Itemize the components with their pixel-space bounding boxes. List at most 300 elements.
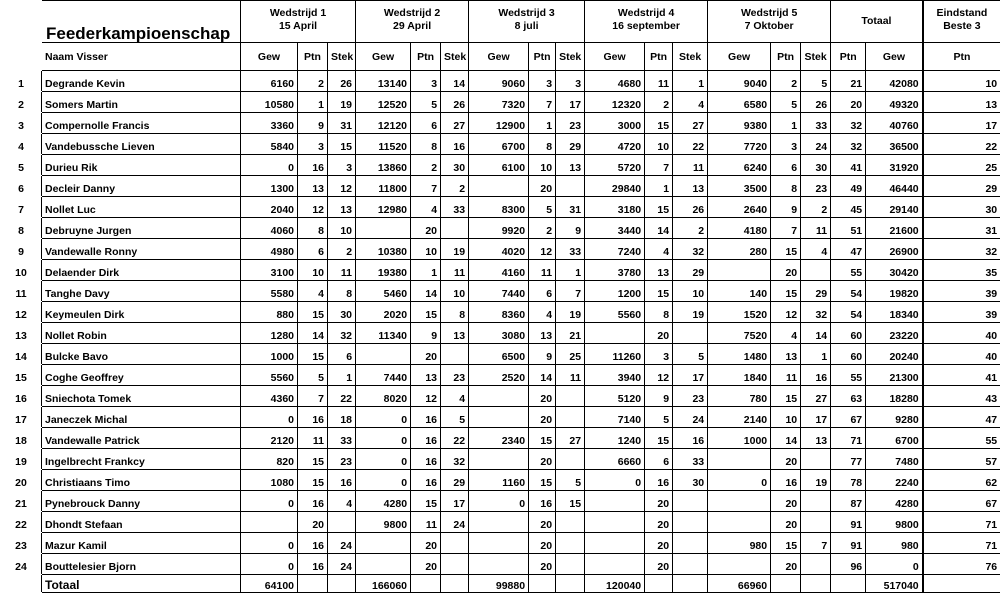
match-5-gew-cell [708, 554, 771, 575]
match-4-stek-cell: 13 [673, 176, 708, 197]
match-2-stek-cell: 16 [441, 134, 469, 155]
rank-cell: 7 [1, 197, 42, 218]
match-2-stek-cell: 10 [441, 281, 469, 302]
match-1-gew-cell: 0 [241, 533, 298, 554]
match-1-ptn-cell: 6 [298, 239, 328, 260]
match-5-stek-cell: 13 [801, 428, 831, 449]
table-row [1, 449, 1000, 470]
match-3-gew-cell: 6100 [469, 155, 529, 176]
col-header-stek: Stek [801, 43, 831, 71]
match-name: Wedstrijd 5 [740, 7, 798, 19]
rank-cell: 15 [1, 365, 42, 386]
match-2-gew-cell: 0 [356, 407, 411, 428]
totaal-gew-cell: 23220 [866, 323, 923, 344]
match-header-2 [356, 1, 469, 43]
match-3-stek-cell [556, 386, 585, 407]
totaal-gew-cell: 20240 [866, 344, 923, 365]
col-header-stek: Stek [556, 43, 585, 71]
table-row [1, 239, 1000, 260]
col-header-ptn: Ptn [645, 43, 673, 71]
match-2-stek-cell: 33 [441, 197, 469, 218]
match-3-ptn-cell: 20 [529, 554, 556, 575]
match-5-gew-cell: 1840 [708, 365, 771, 386]
eindstand-ptn-cell: 39 [923, 281, 1000, 302]
match-5-ptn-cell: 7 [771, 218, 801, 239]
match-2-gew-cell: 13860 [356, 155, 411, 176]
match-date: 8 juli [514, 20, 539, 32]
totaal-ptn-cell: 67 [831, 407, 866, 428]
match-2-stek-cell [441, 554, 469, 575]
match-2-gew-cell [356, 344, 411, 365]
match-4-stek-cell: 30 [673, 470, 708, 491]
match-date: 16 september [612, 20, 680, 32]
match-name: Wedstrijd 1 [269, 7, 327, 19]
match-5-ptn-cell: 15 [771, 239, 801, 260]
match-1-ptn-cell: 9 [298, 113, 328, 134]
match-5-gew-cell: 1520 [708, 302, 771, 323]
angler-name-cell: Vandebussche Lieven [42, 134, 241, 155]
match-1-gew-cell: 5560 [241, 365, 298, 386]
totals-cell [441, 575, 469, 593]
angler-name-cell: Sniechota Tomek [42, 386, 241, 407]
match-2-ptn-cell: 1 [411, 260, 441, 281]
match-5-gew-cell: 980 [708, 533, 771, 554]
match-1-stek-cell: 10 [328, 218, 356, 239]
match-1-stek-cell: 22 [328, 386, 356, 407]
match-4-ptn-cell: 3 [645, 344, 673, 365]
match-2-stek-cell: 17 [441, 491, 469, 512]
blank-cell [1, 575, 42, 593]
match-1-gew-cell: 6160 [241, 71, 298, 92]
match-1-gew-cell: 5840 [241, 134, 298, 155]
match-3-ptn-cell: 20 [529, 176, 556, 197]
totaal-gew-cell: 29140 [866, 197, 923, 218]
match-1-ptn-cell: 3 [298, 134, 328, 155]
match-5-stek-cell: 14 [801, 323, 831, 344]
match-3-stek-cell: 5 [556, 470, 585, 491]
match-3-ptn-cell: 7 [529, 92, 556, 113]
match-3-ptn-cell: 13 [529, 323, 556, 344]
eindstand-ptn-cell: 62 [923, 470, 1000, 491]
eindstand-ptn-cell: 40 [923, 323, 1000, 344]
match-3-gew-cell: 3080 [469, 323, 529, 344]
match-5-gew-cell: 0 [708, 470, 771, 491]
match-1-ptn-cell: 12 [298, 197, 328, 218]
table-row [1, 491, 1000, 512]
match-5-stek-cell: 4 [801, 239, 831, 260]
match-1-ptn-cell: 16 [298, 554, 328, 575]
totaal-gew-cell: 49320 [866, 92, 923, 113]
match-1-stek-cell: 8 [328, 281, 356, 302]
totaal-gew-cell: 18280 [866, 386, 923, 407]
match-3-stek-cell [556, 176, 585, 197]
rank-cell: 24 [1, 554, 42, 575]
totals-cell: 99880 [469, 575, 529, 593]
match-5-stek-cell: 7 [801, 533, 831, 554]
totals-cell [298, 575, 328, 593]
eindstand-ptn-cell: 10 [923, 71, 1000, 92]
match-2-stek-cell: 29 [441, 470, 469, 491]
totaal-gew-cell: 9800 [866, 512, 923, 533]
match-3-ptn-cell: 8 [529, 134, 556, 155]
table-row [1, 155, 1000, 176]
match-1-ptn-cell: 1 [298, 92, 328, 113]
match-1-ptn-cell: 15 [298, 470, 328, 491]
eindstand-ptn-cell: 30 [923, 197, 1000, 218]
angler-name-cell: Durieu Rik [42, 155, 241, 176]
match-2-gew-cell: 11520 [356, 134, 411, 155]
totaal-gew-cell: 4280 [866, 491, 923, 512]
match-2-ptn-cell: 16 [411, 470, 441, 491]
match-2-stek-cell: 22 [441, 428, 469, 449]
match-4-gew-cell: 4720 [585, 134, 645, 155]
match-1-ptn-cell: 5 [298, 365, 328, 386]
eindstand-ptn-cell: 39 [923, 302, 1000, 323]
match-4-ptn-cell: 15 [645, 428, 673, 449]
match-5-gew-cell: 6580 [708, 92, 771, 113]
totaal-ptn-cell: 32 [831, 134, 866, 155]
match-5-ptn-cell: 11 [771, 365, 801, 386]
rank-cell: 19 [1, 449, 42, 470]
angler-name-cell: Bouttelesier Bjorn [42, 554, 241, 575]
match-1-stek-cell: 24 [328, 533, 356, 554]
match-3-ptn-cell: 20 [529, 407, 556, 428]
match-3-stek-cell: 25 [556, 344, 585, 365]
match-4-gew-cell [585, 554, 645, 575]
rank-cell: 12 [1, 302, 42, 323]
match-3-stek-cell: 9 [556, 218, 585, 239]
angler-name-cell: Janeczek Michal [42, 407, 241, 428]
match-3-stek-cell: 29 [556, 134, 585, 155]
match-2-ptn-cell: 2 [411, 155, 441, 176]
match-4-gew-cell: 4680 [585, 71, 645, 92]
match-2-ptn-cell: 20 [411, 554, 441, 575]
match-3-gew-cell [469, 386, 529, 407]
match-3-stek-cell [556, 554, 585, 575]
match-date: 29 April [392, 20, 432, 32]
totals-cell [529, 575, 556, 593]
col-header-gew: Gew [585, 43, 645, 71]
match-4-stek-cell: 24 [673, 407, 708, 428]
match-1-ptn-cell: 16 [298, 155, 328, 176]
page-title: Feederkampioenschap [42, 1, 241, 43]
match-5-stek-cell: 33 [801, 113, 831, 134]
match-5-ptn-cell: 20 [771, 449, 801, 470]
match-5-ptn-cell: 13 [771, 344, 801, 365]
match-1-ptn-cell: 15 [298, 302, 328, 323]
match-3-ptn-cell: 14 [529, 365, 556, 386]
match-4-stek-cell [673, 533, 708, 554]
match-4-stek-cell: 4 [673, 92, 708, 113]
totaal-ptn-cell: 60 [831, 344, 866, 365]
eindstand-ptn-cell: 17 [923, 113, 1000, 134]
match-4-ptn-cell: 20 [645, 323, 673, 344]
table-row [1, 176, 1000, 197]
totaal-ptn-cell: 63 [831, 386, 866, 407]
match-3-ptn-cell: 15 [529, 428, 556, 449]
totaal-gew-cell: 6700 [866, 428, 923, 449]
header-row-columns [1, 43, 1000, 71]
match-4-stek-cell: 27 [673, 113, 708, 134]
match-2-gew-cell [356, 218, 411, 239]
match-3-ptn-cell: 3 [529, 71, 556, 92]
match-4-gew-cell: 5720 [585, 155, 645, 176]
match-4-stek-cell: 26 [673, 197, 708, 218]
match-1-gew-cell: 3360 [241, 113, 298, 134]
match-4-ptn-cell: 15 [645, 197, 673, 218]
rank-cell: 14 [1, 344, 42, 365]
match-3-stek-cell [556, 533, 585, 554]
rank-cell: 13 [1, 323, 42, 344]
table-row [1, 512, 1000, 533]
match-5-ptn-cell: 2 [771, 71, 801, 92]
match-1-gew-cell: 0 [241, 554, 298, 575]
angler-name-cell: Christiaans Timo [42, 470, 241, 491]
match-2-gew-cell [356, 554, 411, 575]
totaal-ptn-cell: 20 [831, 92, 866, 113]
match-1-ptn-cell: 4 [298, 281, 328, 302]
totals-cell: 64100 [241, 575, 298, 593]
totaal-gew-cell: 46440 [866, 176, 923, 197]
match-4-ptn-cell: 7 [645, 155, 673, 176]
match-1-gew-cell: 880 [241, 302, 298, 323]
totaal-ptn-cell: 91 [831, 512, 866, 533]
match-4-ptn-cell: 20 [645, 533, 673, 554]
col-header-gew: Gew [469, 43, 529, 71]
match-2-ptn-cell: 12 [411, 386, 441, 407]
match-2-stek-cell: 19 [441, 239, 469, 260]
totaal-header: Totaal [831, 1, 923, 43]
match-2-ptn-cell: 7 [411, 176, 441, 197]
match-3-ptn-cell: 5 [529, 197, 556, 218]
match-2-ptn-cell: 9 [411, 323, 441, 344]
match-4-gew-cell: 3180 [585, 197, 645, 218]
match-5-gew-cell: 1480 [708, 344, 771, 365]
table-row [1, 260, 1000, 281]
angler-name-cell: Dhondt Stefaan [42, 512, 241, 533]
col-header-stek: Stek [441, 43, 469, 71]
match-5-gew-cell: 9040 [708, 71, 771, 92]
match-4-stek-cell: 22 [673, 134, 708, 155]
eindstand-ptn-cell: 29 [923, 176, 1000, 197]
match-3-ptn-cell: 16 [529, 491, 556, 512]
match-4-ptn-cell: 10 [645, 134, 673, 155]
match-4-gew-cell: 7240 [585, 239, 645, 260]
angler-name-cell: Bulcke Bavo [42, 344, 241, 365]
match-5-stek-cell: 32 [801, 302, 831, 323]
match-1-stek-cell: 3 [328, 155, 356, 176]
match-3-stek-cell: 3 [556, 71, 585, 92]
match-name: Wedstrijd 3 [498, 7, 555, 19]
match-3-stek-cell: 23 [556, 113, 585, 134]
match-3-ptn-cell: 11 [529, 260, 556, 281]
totals-cell [771, 575, 801, 593]
totaal-gew-cell: 21600 [866, 218, 923, 239]
match-date: 7 Oktober [744, 20, 794, 32]
match-5-gew-cell: 3500 [708, 176, 771, 197]
totaal-ptn-cell: 54 [831, 302, 866, 323]
match-2-ptn-cell: 20 [411, 344, 441, 365]
angler-name-cell: Vandewalle Patrick [42, 428, 241, 449]
match-3-gew-cell: 9060 [469, 71, 529, 92]
totals-cell [923, 575, 1000, 593]
rank-cell: 21 [1, 491, 42, 512]
match-1-stek-cell: 16 [328, 470, 356, 491]
match-3-ptn-cell: 20 [529, 386, 556, 407]
match-5-ptn-cell: 6 [771, 155, 801, 176]
match-2-stek-cell: 13 [441, 323, 469, 344]
match-2-gew-cell: 0 [356, 470, 411, 491]
match-5-stek-cell: 30 [801, 155, 831, 176]
eindstand-ptn-cell: 41 [923, 365, 1000, 386]
totaal-ptn-cell: 51 [831, 218, 866, 239]
angler-name-cell: Vandewalle Ronny [42, 239, 241, 260]
match-2-stek-cell: 23 [441, 365, 469, 386]
match-1-stek-cell: 33 [328, 428, 356, 449]
match-1-ptn-cell: 16 [298, 533, 328, 554]
table-row [1, 344, 1000, 365]
match-4-gew-cell: 1240 [585, 428, 645, 449]
match-4-gew-cell: 7140 [585, 407, 645, 428]
match-5-stek-cell: 1 [801, 344, 831, 365]
match-header-4 [585, 1, 708, 43]
match-2-ptn-cell: 14 [411, 281, 441, 302]
match-5-ptn-cell: 16 [771, 470, 801, 491]
match-3-stek-cell: 15 [556, 491, 585, 512]
eindstand-ptn-cell: 76 [923, 554, 1000, 575]
rank-cell: 20 [1, 470, 42, 491]
match-4-stek-cell: 2 [673, 218, 708, 239]
match-2-gew-cell: 12120 [356, 113, 411, 134]
match-2-ptn-cell: 16 [411, 407, 441, 428]
angler-name-cell: Delaender Dirk [42, 260, 241, 281]
match-5-stek-cell: 27 [801, 386, 831, 407]
match-5-ptn-cell: 15 [771, 386, 801, 407]
col-header-stek: Stek [328, 43, 356, 71]
rank-cell: 9 [1, 239, 42, 260]
match-1-ptn-cell: 11 [298, 428, 328, 449]
match-2-gew-cell: 5460 [356, 281, 411, 302]
blank-cell [1, 1, 42, 43]
table-row [1, 218, 1000, 239]
match-4-stek-cell: 23 [673, 386, 708, 407]
match-1-stek-cell: 2 [328, 239, 356, 260]
totaal-ptn-cell: 60 [831, 323, 866, 344]
rank-cell: 4 [1, 134, 42, 155]
match-3-stek-cell: 31 [556, 197, 585, 218]
match-1-gew-cell: 10580 [241, 92, 298, 113]
match-1-gew-cell [241, 512, 298, 533]
match-2-gew-cell: 0 [356, 428, 411, 449]
match-2-gew-cell: 11800 [356, 176, 411, 197]
match-4-ptn-cell: 13 [645, 260, 673, 281]
match-5-gew-cell [708, 449, 771, 470]
match-4-gew-cell: 5560 [585, 302, 645, 323]
match-3-stek-cell [556, 407, 585, 428]
match-4-ptn-cell: 12 [645, 365, 673, 386]
table-row [1, 281, 1000, 302]
rank-cell: 6 [1, 176, 42, 197]
match-4-stek-cell [673, 554, 708, 575]
totaal-ptn-cell: 77 [831, 449, 866, 470]
totaal-gew-cell: 7480 [866, 449, 923, 470]
totaal-gew-cell: 40760 [866, 113, 923, 134]
match-2-gew-cell: 10380 [356, 239, 411, 260]
rank-cell: 1 [1, 71, 42, 92]
match-3-gew-cell: 9920 [469, 218, 529, 239]
match-3-stek-cell: 27 [556, 428, 585, 449]
match-1-stek-cell: 23 [328, 449, 356, 470]
match-5-stek-cell: 29 [801, 281, 831, 302]
match-4-ptn-cell: 2 [645, 92, 673, 113]
col-header-stek: Stek [673, 43, 708, 71]
match-3-ptn-cell: 10 [529, 155, 556, 176]
match-3-ptn-cell: 20 [529, 449, 556, 470]
match-4-ptn-cell: 20 [645, 554, 673, 575]
match-2-gew-cell: 13140 [356, 71, 411, 92]
totaal-ptn-cell: 71 [831, 428, 866, 449]
match-5-ptn-cell: 20 [771, 512, 801, 533]
totals-cell: 120040 [585, 575, 645, 593]
match-2-stek-cell: 24 [441, 512, 469, 533]
match-4-gew-cell: 6660 [585, 449, 645, 470]
table-row [1, 365, 1000, 386]
match-2-gew-cell: 19380 [356, 260, 411, 281]
match-4-stek-cell: 17 [673, 365, 708, 386]
match-2-gew-cell: 7440 [356, 365, 411, 386]
match-4-ptn-cell: 14 [645, 218, 673, 239]
col-header-ptn: Ptn [411, 43, 441, 71]
match-4-stek-cell: 1 [673, 71, 708, 92]
table-row [1, 428, 1000, 449]
match-2-stek-cell: 26 [441, 92, 469, 113]
table-row [1, 92, 1000, 113]
col-header-ptn: Ptn [923, 43, 1000, 71]
match-4-stek-cell: 11 [673, 155, 708, 176]
match-2-stek-cell [441, 533, 469, 554]
match-3-stek-cell: 13 [556, 155, 585, 176]
match-5-gew-cell [708, 512, 771, 533]
match-4-gew-cell: 3000 [585, 113, 645, 134]
angler-name-cell: Debruyne Jurgen [42, 218, 241, 239]
rank-cell: 8 [1, 218, 42, 239]
match-5-stek-cell: 24 [801, 134, 831, 155]
match-3-gew-cell: 6500 [469, 344, 529, 365]
match-2-gew-cell: 12980 [356, 197, 411, 218]
angler-name-cell: Keymeulen Dirk [42, 302, 241, 323]
match-5-stek-cell: 11 [801, 218, 831, 239]
table-row [1, 71, 1000, 92]
match-3-gew-cell: 8300 [469, 197, 529, 218]
match-1-gew-cell: 3100 [241, 260, 298, 281]
eindstand-ptn-cell: 22 [923, 134, 1000, 155]
totaal-ptn-cell: 54 [831, 281, 866, 302]
match-5-stek-cell: 17 [801, 407, 831, 428]
match-4-ptn-cell: 11 [645, 71, 673, 92]
match-2-gew-cell [356, 533, 411, 554]
totaal-ptn-cell: 45 [831, 197, 866, 218]
match-2-ptn-cell: 13 [411, 365, 441, 386]
match-3-gew-cell: 6700 [469, 134, 529, 155]
match-3-ptn-cell: 6 [529, 281, 556, 302]
match-4-gew-cell [585, 323, 645, 344]
match-2-stek-cell: 27 [441, 113, 469, 134]
match-2-stek-cell: 11 [441, 260, 469, 281]
match-3-gew-cell: 4160 [469, 260, 529, 281]
match-4-ptn-cell: 9 [645, 386, 673, 407]
match-4-stek-cell: 16 [673, 428, 708, 449]
match-1-gew-cell: 2120 [241, 428, 298, 449]
